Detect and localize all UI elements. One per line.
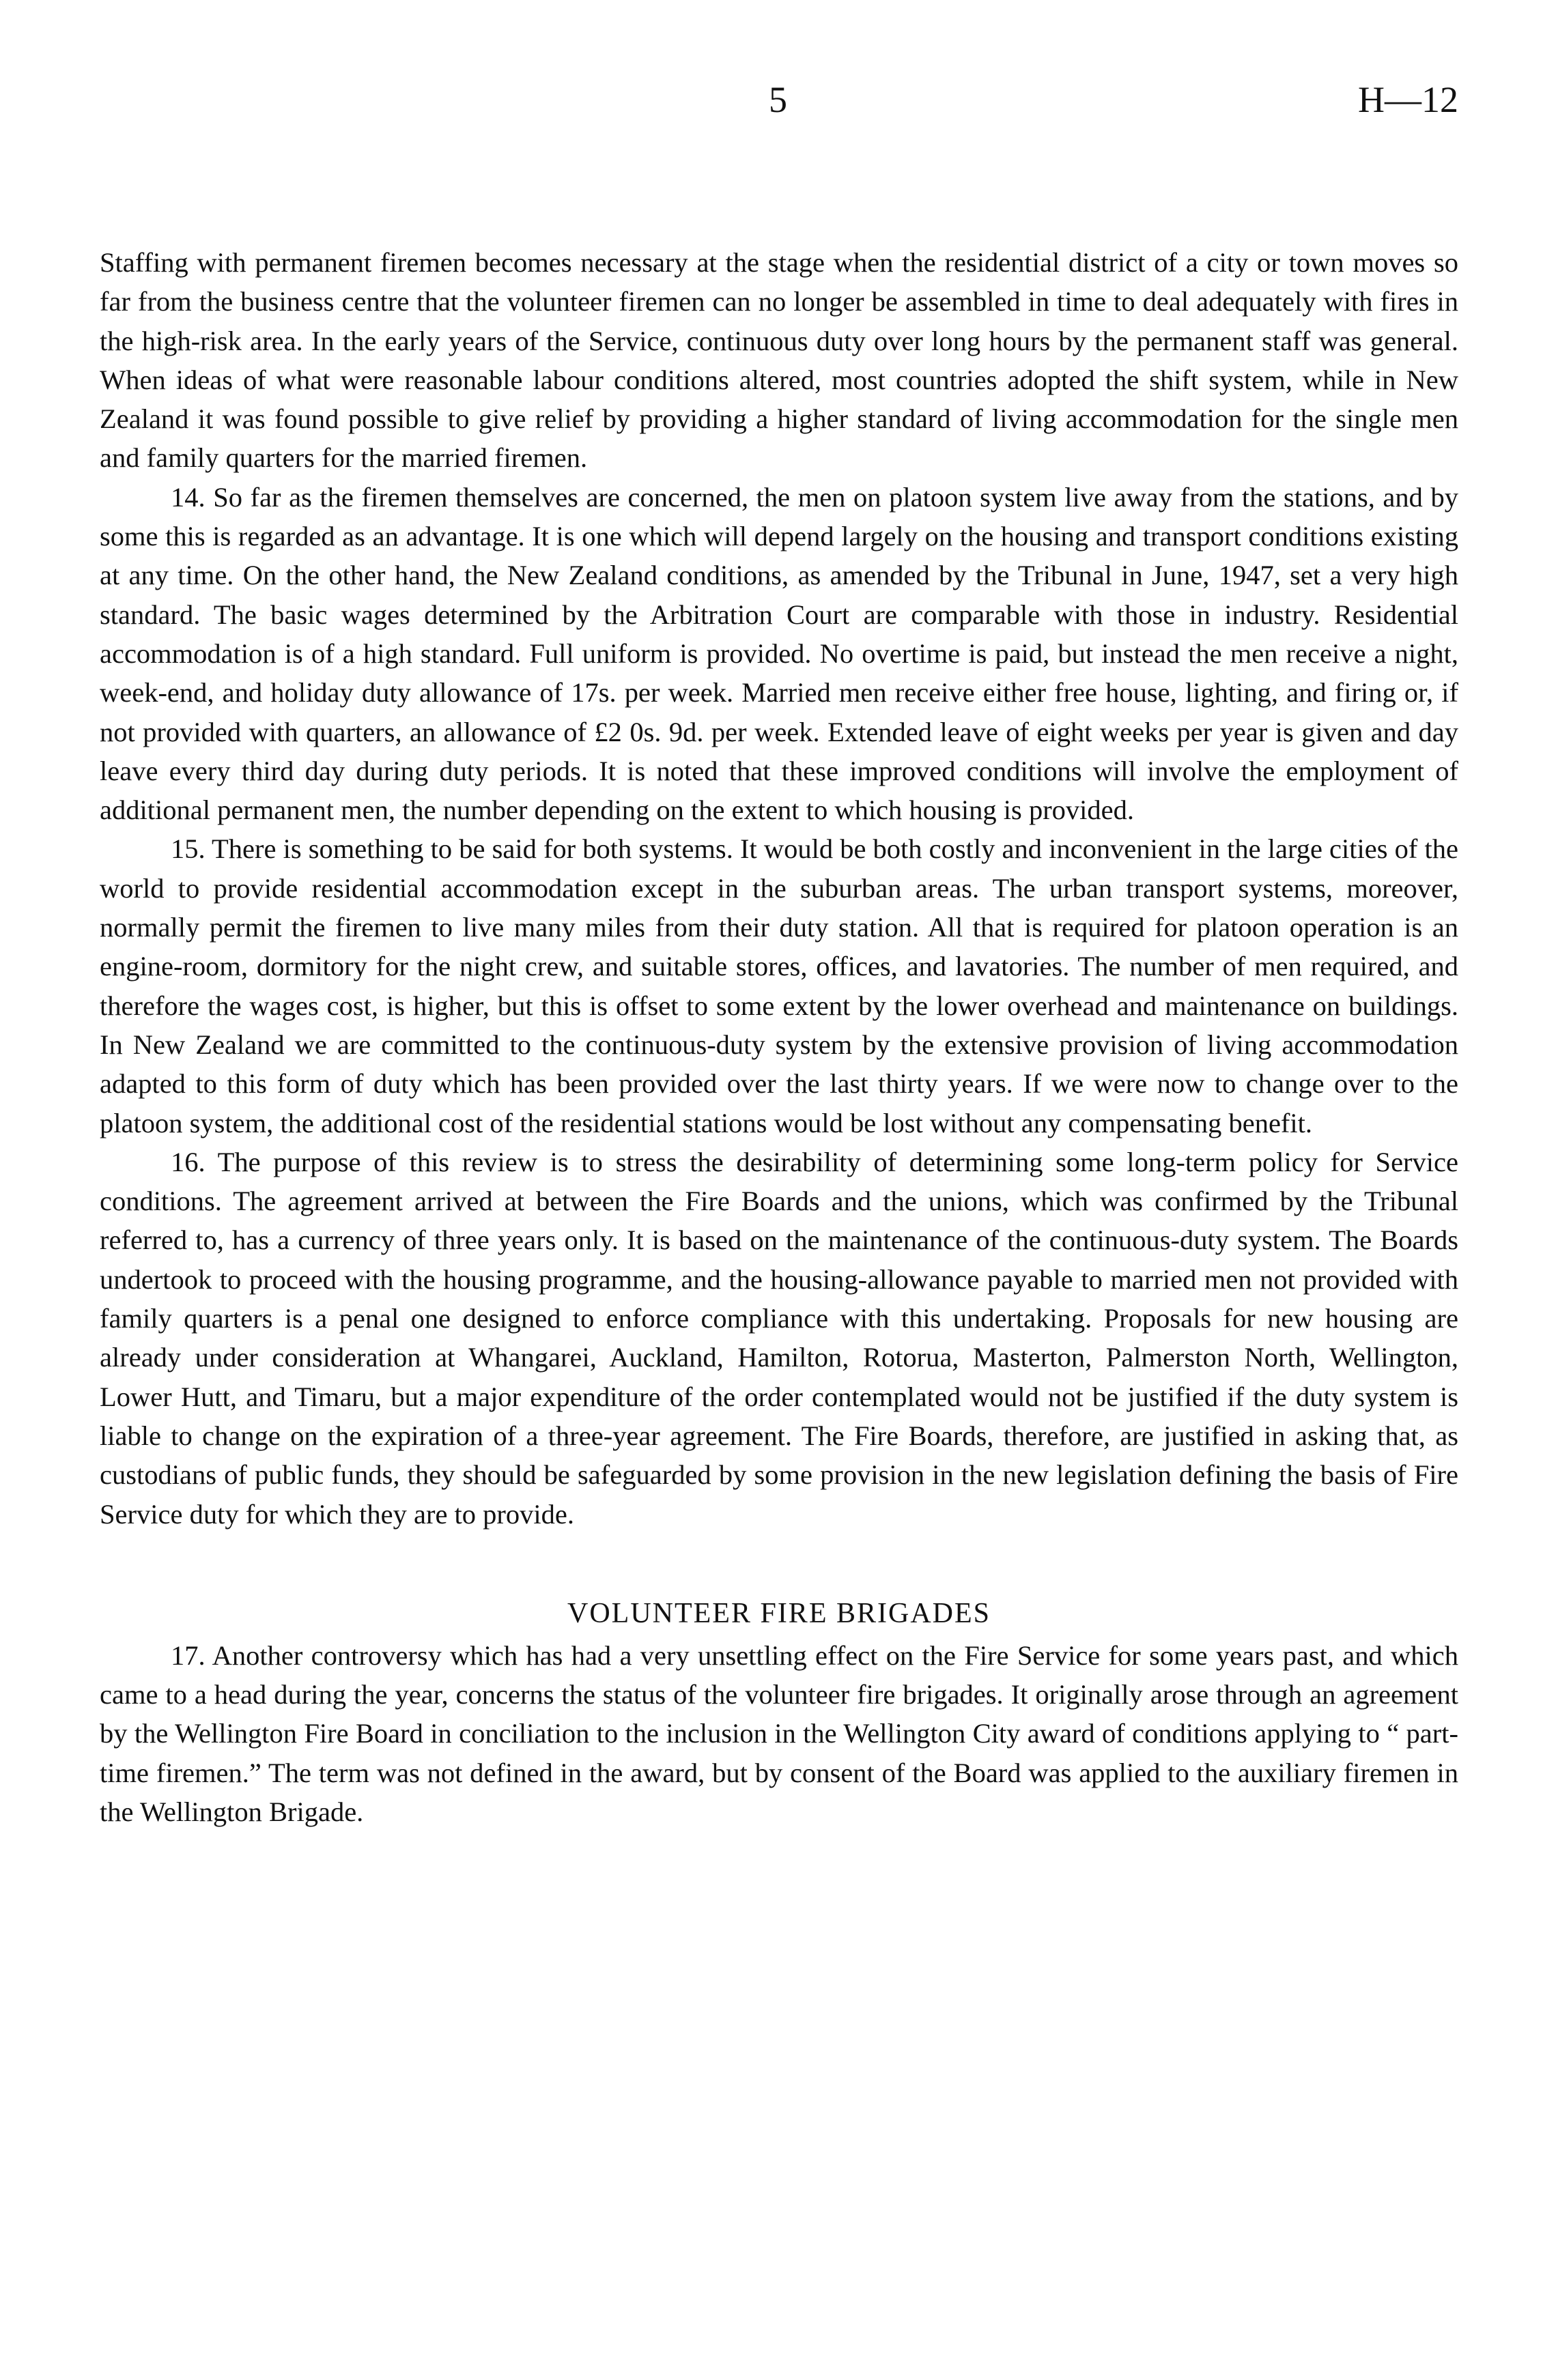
paragraph-16: 16. The purpose of this review is to stress the desirability of determining some long-term policy for Service conditions. The agreement arrived at between the Fire Boards and the unions, which was confirmed by the Tribunal referred to, has a currency of three years only. It is based on the maintenance of the continuous-duty system. The Boards undertook to proceed with the housing programme, and the housing-allowance payable to married men not provided with family quarters is a penal one designed to enforce compliance with this undertaking. Proposals for new housing are already under consideration at Whangarei, Auckland, Hamilton, Rotorua, Masterton, Palmerston North, Wellington, Lower Hutt, and Timaru, but a major expenditure of the order contemplated would not be justified if the duty system is liable to change on the expiration of a three-year agreement. The Fire Boards, therefore, are justified in asking that, as custodians of public funds, they should be safeguarded by some provision in the new legislation defining the basis of Fire Service duty for which they are to provide. [100, 1146, 1458, 1530]
paragraph-13-continued: Staffing with permanent firemen becomes necessary at the stage when the residential district of a city or town moves so far from the business centre that the volunteer firemen can no longer be assembled in time to deal adequately with fires in the high-risk area. In the early years of the Service, continuous duty over long hours by the permanent staff was general. When ideas of what were reasonable labour conditions altered, most countries adopted the shift system, while in New Zealand it was found possible to give relief by providing a higher standard of living accommodation for the single men and family quarters for the married firemen. [100, 247, 1458, 474]
paragraph-15: 15. There is something to be said for both systems. It would be both costly and inconvenient in the large cities of the world to provide residential accommodation except in the suburban areas. The urban transport systems, moreover, normally permit the firemen to live many miles from their duty station. All that is required for platoon operation is an engine-room, dormitory for the night crew, and suitable stores, offices, and lavatories. The number of men required, and therefore the wages cost, is higher, but this is offset to some extent by the lower overhead and maintenance on buildings. In New Zealand we are committed to the continuous-duty system by the extensive provision of living accommodation adapted to this form of duty which has been provided over the last thirty years. If we were now to change over to the platoon system, the additional cost of the residential stations would be lost without any compensating benefit. [100, 833, 1458, 1138]
paragraph-14: 14. So far as the firemen themselves are concerned, the men on platoon system live away from the stations, and by some this is regarded as an advantage. It is one which will depend largely on the housing and transport conditions existing at any time. On the other hand, the New Zealand conditions, as amended by the Tribunal in June, 1947, set a very high standard. The basic wages determined by the Arbitration Court are comparable with those in industry. Residential accommodation is of a high standard. Full uniform is provided. No overtime is paid, but instead the men receive a night, week-end, and holiday duty allowance of 17s. per week. Married men receive either free house, lighting, and firing or, if not provided with quarters, an allowance of £2 0s. 9d. per week. Extended leave of eight weeks per year is given and day leave every third day during duty periods. It is noted that these improved conditions will involve the employment of additional permanent men, the number depending on the extent to which housing is provided. [100, 481, 1458, 826]
document-reference: H—12 [1358, 79, 1458, 120]
page-header [100, 66, 1458, 141]
page-number: 5 [769, 79, 787, 120]
document-body [100, 243, 1458, 1831]
document-page [100, 66, 1458, 1831]
paragraph-17: 17. Another controversy which has had a very unsettling effect on the Fire Service for some years past, and which came to a head during the year, concerns the status of the volunteer fire brigades. It originally arose through an agreement by the Wellington Fire Board in conciliation to the inclusion in the Wellington City award of conditions applying to “ part-time firemen.” The term was not defined in the award, but by consent of the Board was applied to the auxiliary firemen in the Wellington Brigade. [100, 1639, 1458, 1827]
section-heading-volunteer-fire-brigades: VOLUNTEER FIRE BRIGADES [567, 1597, 991, 1629]
